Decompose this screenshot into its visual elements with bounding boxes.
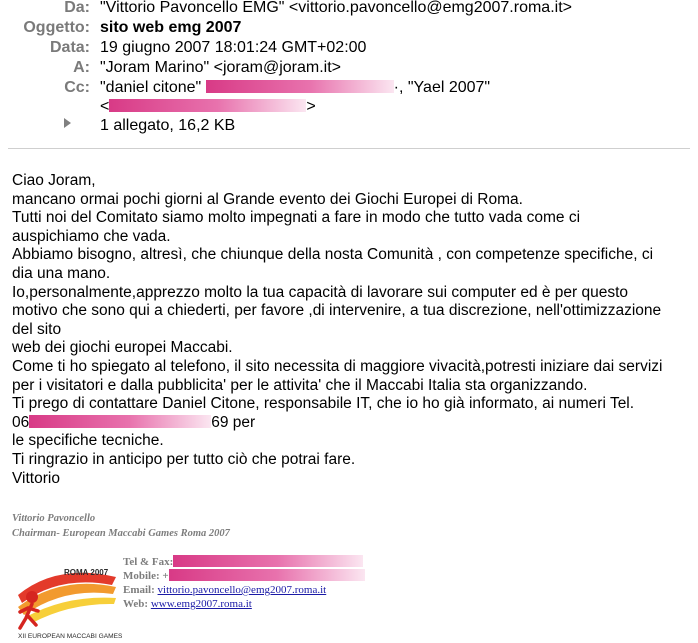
body-line: Abbiamo bisogno, altresì, che chiunque della nosta Comunità , con competenze specifiche, ci bbox=[12, 246, 654, 264]
telfax-label: Tel & Fax: bbox=[123, 556, 174, 568]
cc-label: Cc: bbox=[64, 79, 90, 96]
signature-title: Chairman- European Maccabi Games Roma 2007 bbox=[12, 528, 230, 539]
body-line: mancano ormai pochi giorni al Grande evento dei Giochi Europei di Roma. bbox=[12, 190, 523, 208]
body-line: Ti ringrazio in anticipo per tutto ciò che potrai fare. bbox=[12, 450, 356, 468]
body-line: dia una mano. bbox=[12, 264, 111, 282]
message-body bbox=[12, 172, 692, 488]
subject-value: sito web emg 2007 bbox=[100, 19, 242, 36]
subject-label: Oggetto: bbox=[23, 19, 90, 36]
logo-text-top: ROMA 2007 bbox=[64, 568, 109, 577]
cc-close-bracket: > bbox=[306, 98, 316, 115]
cc-separator: ·, "Yael 2007" bbox=[393, 79, 491, 96]
body-line: motivo che sono qui a chiederti, per favore ,di intervenire, a tua discrezione, nell'ottimizzazione bbox=[12, 302, 662, 320]
body-line: Tutti noi del Comitato siamo molto impegnati a fare in modo che tutto vada come ci bbox=[12, 209, 581, 227]
from-value[interactable]: "Vittorio Pavoncello EMG" <vittorio.pavoncello@emg2007.roma.it> bbox=[100, 0, 572, 16]
redacted-cc-email bbox=[206, 80, 394, 93]
body-line: Come ti ho spiegato al telefono, il sito necessita di maggiore vivacità,potresti iniziare dai servizi bbox=[12, 357, 663, 375]
redacted-phone bbox=[29, 415, 211, 428]
to-label: A: bbox=[73, 59, 90, 76]
expand-arrow-icon[interactable] bbox=[64, 118, 71, 128]
email-label: Email: bbox=[123, 584, 155, 596]
signoff: Vittorio bbox=[12, 469, 60, 487]
body-line: Ti prego di contattare Daniel Citone, responsabile IT, che io ho già informato, ai numeri Tel. bbox=[12, 395, 635, 413]
cc-open-bracket: < bbox=[100, 98, 110, 115]
web-link[interactable]: www.emg2007.roma.it bbox=[150, 598, 252, 610]
phone-line bbox=[12, 414, 692, 433]
body-line: per i visitatori e dalla pubblicita' per le attivita' che il Maccabi Italia sta organizzando. bbox=[12, 376, 588, 394]
date-label: Data: bbox=[49, 39, 90, 56]
redacted-telfax bbox=[173, 555, 363, 567]
redacted-cc-email-2 bbox=[109, 99, 306, 112]
mobile-row bbox=[123, 569, 365, 583]
header-divider bbox=[8, 148, 690, 149]
logo-text-bottom: XII EUROPEAN MACCABI GAMES bbox=[18, 633, 122, 640]
body-line: web dei giochi europei Maccabi. bbox=[12, 339, 233, 357]
body-line: auspichiamo che vada. bbox=[12, 227, 171, 245]
phone-prefix: 06 bbox=[12, 413, 30, 431]
signature-name: Vittorio Pavoncello bbox=[12, 513, 96, 524]
from-label: Da: bbox=[64, 0, 90, 16]
email-link[interactable]: vittorio.pavoncello@emg2007.roma.it bbox=[157, 584, 327, 596]
to-value[interactable]: "Joram Marino" <joram@joram.it> bbox=[100, 59, 341, 76]
emg-logo-image bbox=[12, 555, 122, 641]
body-line: Ciao Joram, bbox=[12, 172, 96, 189]
body-line: del sito bbox=[12, 320, 62, 338]
mobile-label: Mobile: + bbox=[123, 570, 169, 582]
email-header bbox=[0, 0, 698, 145]
body-line: Io,personalmente,apprezzo molto la tua capacità di lavorare sui computer ed è per questo bbox=[12, 283, 629, 301]
body-line: le specifiche tecniche. bbox=[12, 432, 164, 450]
email-row bbox=[123, 583, 326, 597]
attachment-text[interactable]: 1 allegato, 16,2 KB bbox=[100, 117, 236, 134]
web-row bbox=[123, 597, 252, 611]
redacted-mobile bbox=[169, 569, 365, 581]
cc-name: "daniel citone" bbox=[100, 79, 202, 96]
date-value: 19 giugno 2007 18:01:24 GMT+02:00 bbox=[100, 39, 367, 56]
web-label: Web: bbox=[123, 598, 149, 610]
telfax-row bbox=[123, 555, 363, 569]
phone-suffix: 69 per bbox=[211, 413, 256, 431]
